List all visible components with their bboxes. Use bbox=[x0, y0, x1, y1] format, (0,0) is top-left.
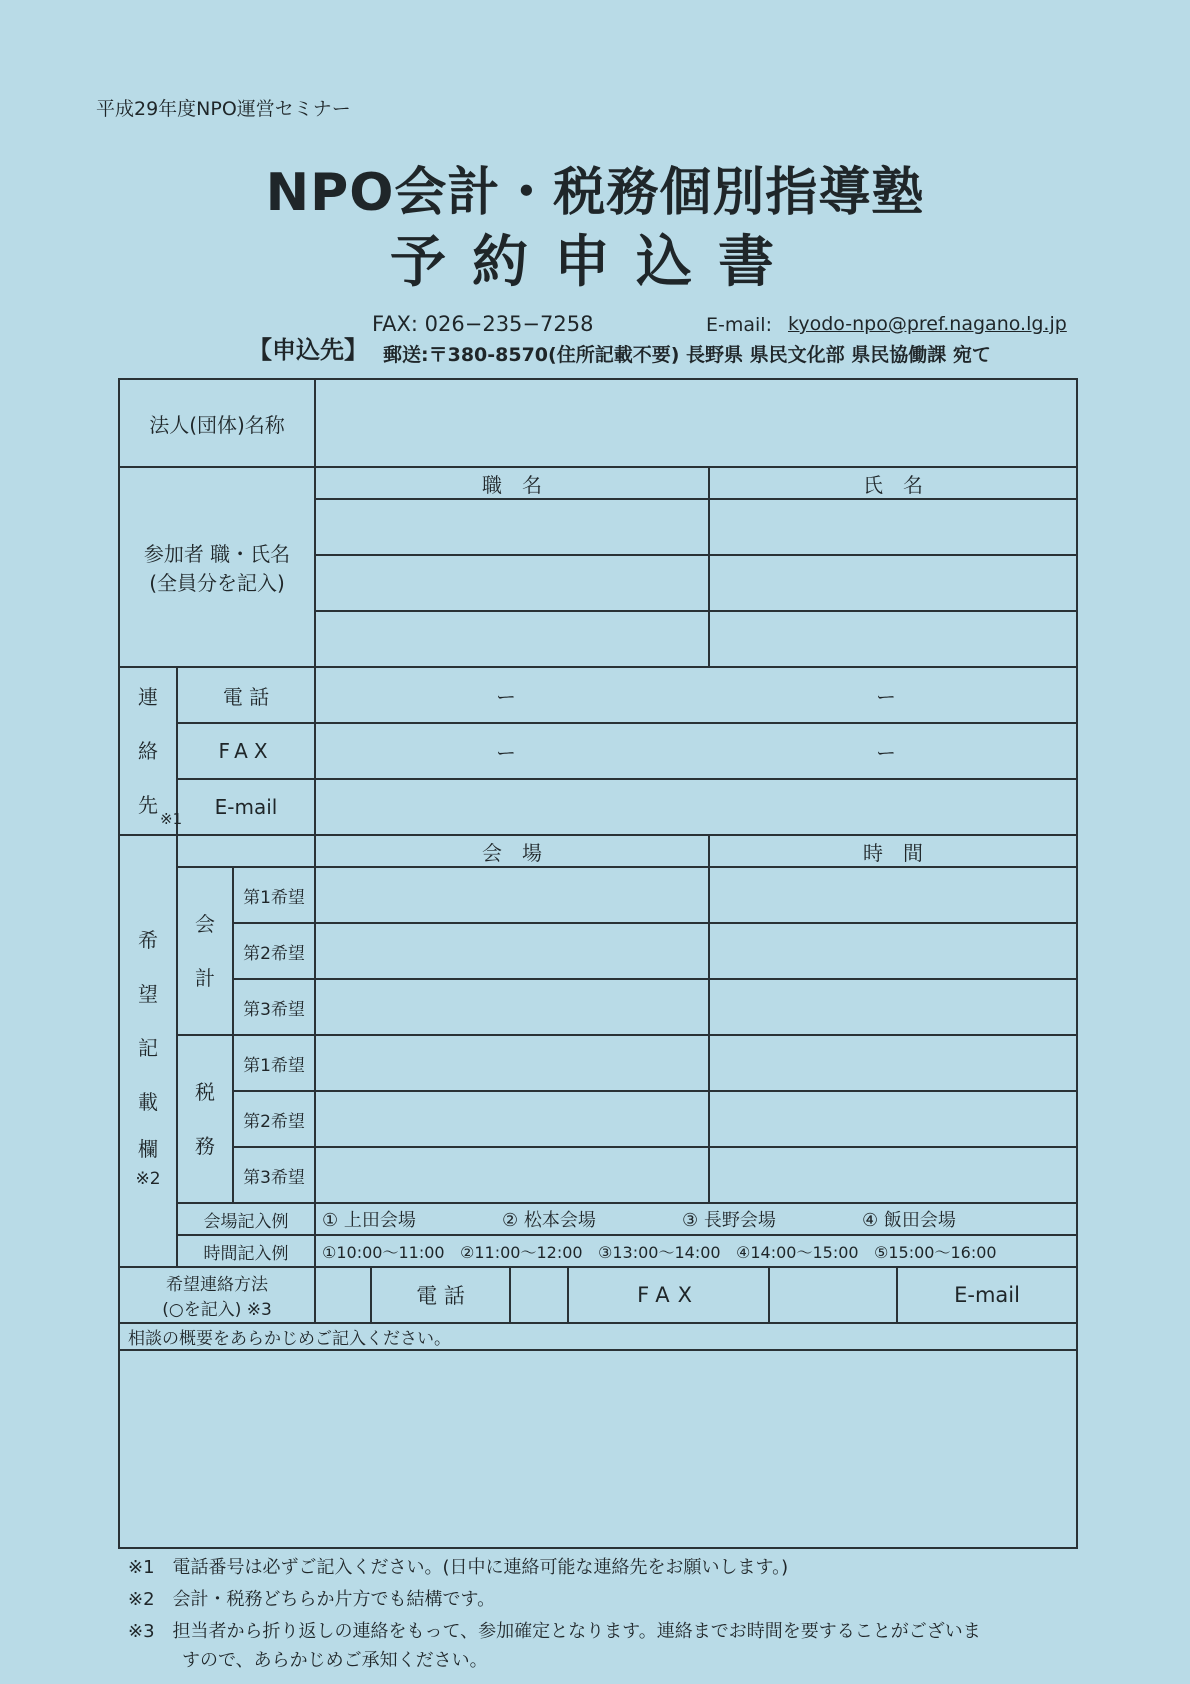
wish-char: 希 bbox=[138, 928, 158, 952]
page-title: NPO会計・税務個別指導塾 bbox=[265, 163, 925, 223]
contact-label bbox=[119, 667, 183, 835]
destination-post: 郵送:〒380-8570(住所記載不要) 長野県 県民文化部 県民協働課 宛て bbox=[383, 344, 991, 366]
tax-time-1[interactable] bbox=[709, 1035, 1077, 1091]
participants-label bbox=[119, 467, 315, 667]
accounting-venue-1[interactable] bbox=[315, 867, 709, 923]
fax-label: FAX bbox=[177, 723, 315, 779]
email-field[interactable] bbox=[315, 779, 1077, 835]
phone-field[interactable] bbox=[315, 667, 1077, 723]
tax-venue-2[interactable] bbox=[315, 1091, 709, 1147]
destination-email-link[interactable]: kyodo-npo@pref.nagano.lg.jp bbox=[788, 313, 1067, 335]
accounting-label bbox=[177, 867, 233, 1035]
contact-char: 先 bbox=[138, 793, 158, 817]
contact-method-label-line1: 希望連絡方法 bbox=[166, 1275, 269, 1295]
contact-method-label-line2: (○を記入) ※3 bbox=[162, 1300, 272, 1320]
method-email-mark[interactable] bbox=[769, 1267, 897, 1323]
accounting-venue-2[interactable] bbox=[315, 923, 709, 979]
org-name-field[interactable] bbox=[315, 379, 1077, 467]
participant-position-field[interactable] bbox=[315, 499, 709, 555]
time-examples bbox=[315, 1235, 1077, 1267]
contact-char: 連 bbox=[138, 685, 158, 709]
venue-example: ① 上田会場 bbox=[322, 1210, 416, 1231]
wish-char: 記 bbox=[138, 1036, 158, 1060]
seminar-name: 平成29年度NPO運営セミナー bbox=[96, 98, 351, 120]
venue-examples bbox=[315, 1203, 1077, 1235]
email-label: E-mail bbox=[177, 779, 315, 835]
participant-name-field[interactable] bbox=[709, 611, 1077, 667]
time-example: ①10:00〜11:00 bbox=[322, 1242, 445, 1262]
contact-method-label bbox=[119, 1267, 315, 1323]
accounting-char: 計 bbox=[195, 966, 215, 990]
participants-label-line2: (全員分を記入) bbox=[149, 571, 285, 595]
choice-2-label: 第2希望 bbox=[233, 923, 315, 979]
wish-label bbox=[119, 835, 177, 1267]
method-fax-label: FAX bbox=[568, 1267, 769, 1323]
dash: ー bbox=[876, 740, 897, 765]
page-subtitle: 予約申込書 bbox=[390, 230, 800, 295]
accounting-venue-3[interactable] bbox=[315, 979, 709, 1035]
tax-label bbox=[177, 1035, 233, 1203]
time-example-label: 時間記入例 bbox=[177, 1235, 315, 1267]
choice-3-label: 第3希望 bbox=[233, 979, 315, 1035]
tax-venue-1[interactable] bbox=[315, 1035, 709, 1091]
participant-position-field[interactable] bbox=[315, 555, 709, 611]
destination-fax: FAX: 026−235−7258 bbox=[372, 312, 594, 336]
time-example: ④14:00〜15:00 bbox=[736, 1242, 859, 1262]
tax-time-3[interactable] bbox=[709, 1147, 1077, 1203]
method-phone-mark[interactable] bbox=[315, 1267, 371, 1323]
destination-email-label: E-mail: bbox=[706, 314, 772, 336]
venue-example: ④ 飯田会場 bbox=[862, 1210, 956, 1231]
tax-char: 務 bbox=[195, 1134, 215, 1158]
footnote-3-cont: すので、あらかじめご承知ください。 bbox=[128, 1650, 488, 1671]
dash: ー bbox=[876, 684, 897, 709]
col-venue: 会 場 bbox=[315, 835, 709, 867]
tax-char: 税 bbox=[195, 1080, 215, 1104]
participant-position-field[interactable] bbox=[315, 611, 709, 667]
summary-field[interactable] bbox=[119, 1350, 1077, 1548]
tax-venue-3[interactable] bbox=[315, 1147, 709, 1203]
application-form bbox=[118, 378, 1078, 1549]
contact-note: ※1 bbox=[160, 810, 183, 828]
footnote-2: ※2 会計・税務どちらか片方でも結構です。 bbox=[128, 1589, 496, 1610]
footnote-3: ※3 担当者から折り返しの連絡をもって、参加確定となります。連絡までお時間を要することがございま bbox=[128, 1621, 981, 1642]
dash: ー bbox=[496, 684, 517, 709]
participant-name-field[interactable] bbox=[709, 499, 1077, 555]
accounting-time-2[interactable] bbox=[709, 923, 1077, 979]
method-phone-label: 電 話 bbox=[371, 1267, 510, 1323]
col-time: 時 間 bbox=[709, 835, 1077, 867]
participant-name-field[interactable] bbox=[709, 555, 1077, 611]
dash: ー bbox=[496, 740, 517, 765]
phone-label: 電 話 bbox=[177, 667, 315, 723]
wish-char: 載 bbox=[138, 1090, 158, 1114]
choice-3-label: 第3希望 bbox=[233, 1147, 315, 1203]
time-example: ⑤15:00〜16:00 bbox=[874, 1242, 997, 1262]
tax-time-2[interactable] bbox=[709, 1091, 1077, 1147]
choice-1-label: 第1希望 bbox=[233, 1035, 315, 1091]
accounting-time-3[interactable] bbox=[709, 979, 1077, 1035]
venue-example-label: 会場記入例 bbox=[177, 1203, 315, 1235]
time-example: ③13:00〜14:00 bbox=[598, 1242, 721, 1262]
choice-2-label: 第2希望 bbox=[233, 1091, 315, 1147]
participants-label-line1: 参加者 職・氏名 bbox=[143, 542, 291, 566]
footnotes bbox=[128, 1552, 981, 1674]
method-email-label: E-mail bbox=[897, 1267, 1077, 1323]
contact-char: 絡 bbox=[138, 739, 158, 763]
fax-field[interactable] bbox=[315, 723, 1077, 779]
org-name-label: 法人(団体)名称 bbox=[119, 379, 315, 467]
wish-note: ※2 bbox=[135, 1169, 161, 1189]
footnote-1: ※1 電話番号は必ずご記入ください。(日中に連絡可能な連絡先をお願いします。) bbox=[128, 1557, 789, 1578]
wish-char: 望 bbox=[138, 982, 158, 1006]
wish-header-blank bbox=[177, 835, 315, 867]
destination-label: 【申込先】 bbox=[248, 336, 368, 364]
summary-label: 相談の概要をあらかじめご記入ください。 bbox=[119, 1323, 1077, 1350]
venue-example: ③ 長野会場 bbox=[682, 1210, 776, 1231]
accounting-char: 会 bbox=[195, 912, 215, 936]
wish-char: 欄 bbox=[138, 1137, 158, 1161]
col-position: 職 名 bbox=[315, 467, 709, 499]
choice-1-label: 第1希望 bbox=[233, 867, 315, 923]
accounting-time-1[interactable] bbox=[709, 867, 1077, 923]
col-name: 氏 名 bbox=[709, 467, 1077, 499]
time-example: ②11:00〜12:00 bbox=[460, 1242, 583, 1262]
method-fax-mark[interactable] bbox=[510, 1267, 568, 1323]
venue-example: ② 松本会場 bbox=[502, 1210, 596, 1231]
